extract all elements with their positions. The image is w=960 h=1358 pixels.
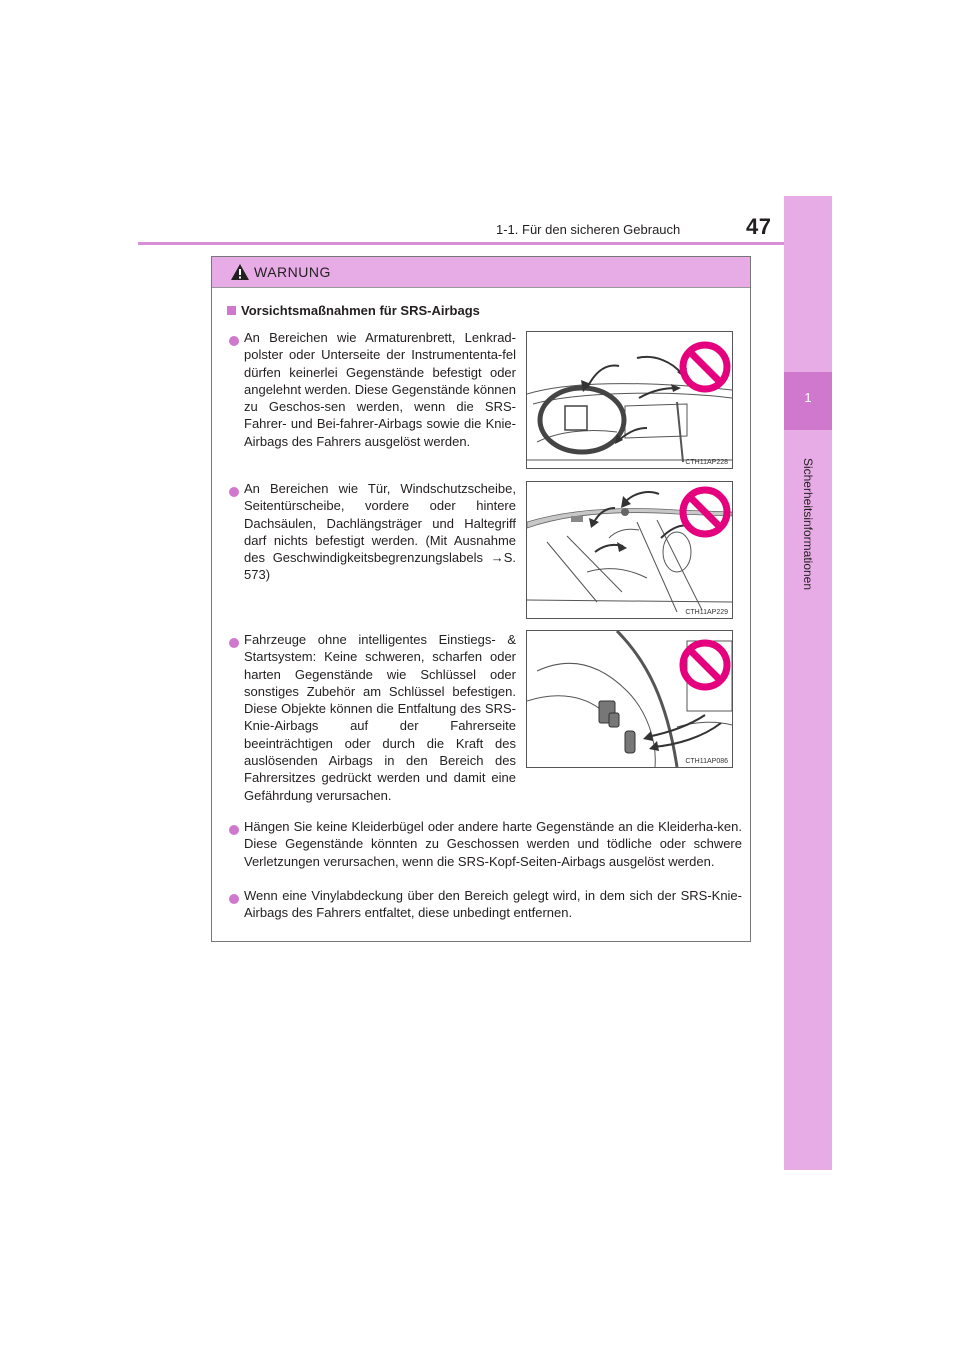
figure-code: CTH11AP086 (685, 758, 728, 765)
warning-title: WARNUNG (254, 264, 331, 280)
warning-item: An Bereichen wie Tür, Windschutzscheibe, Seitentürscheibe, vordere oder hintere Dachsäulen, Dachlängsträger und Haltegriff darf nichts befestigt werden. (Mit Ausnahme des Geschwindigkeitsbegrenzungslabels →S. 573) (244, 481, 516, 583)
key-cylinder-illustration (527, 631, 732, 767)
dashboard-illustration (527, 332, 732, 468)
door-pillars-illustration (527, 482, 732, 618)
bullet-icon (229, 487, 239, 497)
figure-key-cylinder (526, 630, 733, 768)
chapter-number: 1 (804, 390, 812, 405)
bullet-icon (229, 894, 239, 904)
square-bullet-icon (227, 306, 236, 315)
warning-header (212, 257, 750, 288)
figure-door-pillars (526, 481, 733, 619)
figure-code: CTH11AP228 (685, 459, 728, 466)
bullet-icon (229, 638, 239, 648)
figure-dashboard (526, 331, 733, 469)
bullet-icon (229, 825, 239, 835)
warning-item: An Bereichen wie Armaturenbrett, Lenkrad-polster oder Unterseite der Instrumententa-fel dürfen keinerlei Gegenstände befestigt oder angelehnt werden. Diese Gegenstände können zu Geschos-sen werden, wenn die SRS-Fahrer- und Bei-fahrer-Airbags sowie die Knie-Airbags des Fahrers ausgelöst werden. (244, 330, 516, 449)
warning-triangle-icon (230, 263, 250, 281)
chapter-side-tab (784, 196, 832, 1170)
bullet-icon (229, 336, 239, 346)
warning-subheading: Vorsichtsmaßnahmen für SRS-Airbags (227, 303, 480, 318)
page-number: 47 (746, 214, 772, 239)
header-rule (138, 242, 832, 245)
warning-box (211, 256, 751, 942)
chapter-label: Sicherheitsinformationen (801, 457, 815, 591)
warning-item: Hängen Sie keine Kleiderbügel oder andere harte Gegenstände an die Kleiderha-ken. Diese Gegenstände könnten zu Geschossen werden und tödliche oder schwere Verletzungen verursachen, wenn die SRS-Kopf-Seiten-Airbags ausgelöst werden. (244, 819, 742, 869)
section-title: 1-1. Für den sicheren Gebrauch (496, 222, 681, 237)
warning-item: Wenn eine Vinylabdeckung über den Bereich gelegt wird, in dem sich der SRS-Knie-Airbags des Fahrers entfaltet, diese unbedingt entfernen. (244, 888, 742, 921)
figure-code: CTH11AP229 (685, 609, 728, 616)
warning-item: Fahrzeuge ohne intelligentes Einstiegs- & Startsystem: Keine schweren, scharfen oder harten Gegenstände wie Schlüssel oder sonstiges Zubehör am Schlüssel befestigen. Diese Objekte können die Entfaltung des SRS-Knie-Airbags auf der Fahrerseite beeinträchtigen oder durch die Kraft des auslösenden Airbags in den Bereich des Fahrersitzes gedrückt werden und damit eine Gefährdung verursachen. (244, 632, 516, 803)
